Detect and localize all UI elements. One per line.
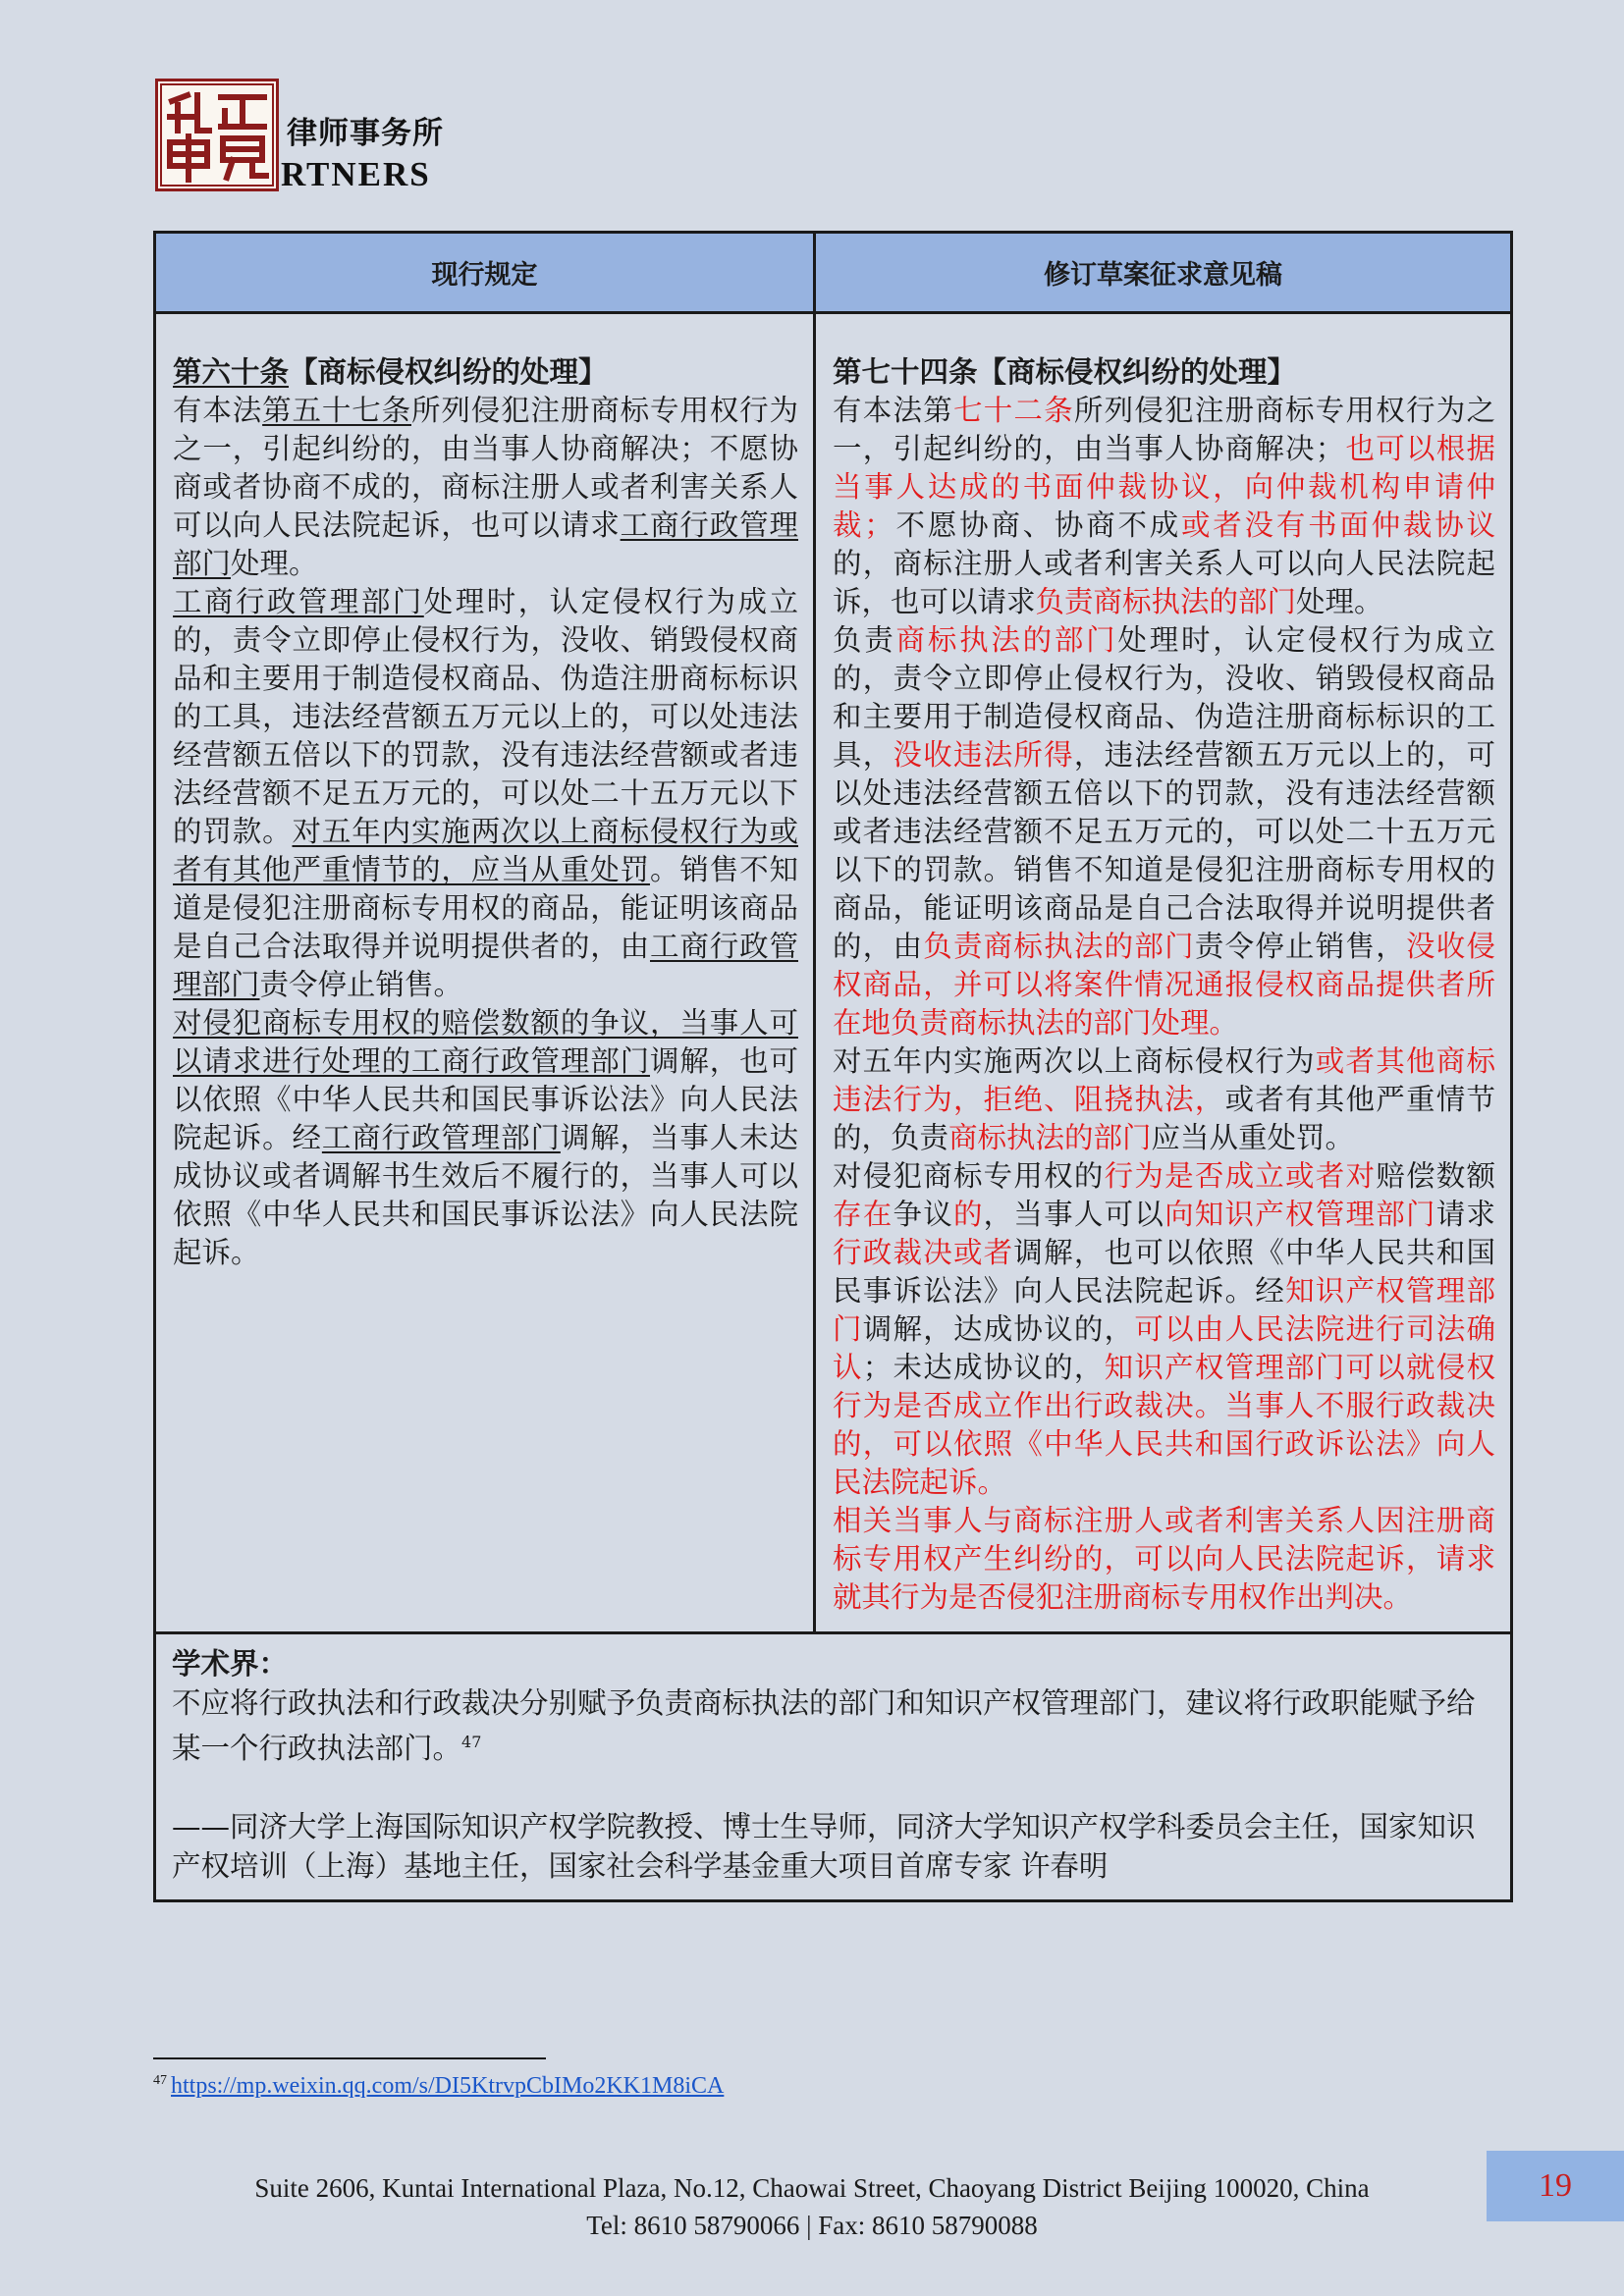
firm-seal-logo xyxy=(155,79,279,191)
firm-name-cn: 律师事务所 xyxy=(287,116,444,151)
text-segment: 调解，达成协议的， xyxy=(862,1312,1135,1346)
current-paragraph-3 xyxy=(173,1004,798,1272)
draft-paragraph-1 xyxy=(833,392,1495,621)
revised-text: 也可以根据当事人达成的书面仲裁协议，向仲裁机构申请仲裁； xyxy=(833,432,1495,542)
text-segment: 的，商标注册人或者利害关系人可以向人民法院起诉，也可以请求 xyxy=(833,547,1495,618)
text-segment: 调解，也可以依照《中华人民共和国民事诉讼法》向人民法院起诉。经 xyxy=(833,1236,1495,1308)
draft-paragraph-3 xyxy=(833,1042,1495,1157)
underlined-text: 对五年内实施两次以上商标侵权行为或者有其他严重情节的，应当从重处罚 xyxy=(173,815,798,886)
current-provision-cell xyxy=(155,313,815,1633)
revised-text: 商标执法的部门 xyxy=(948,1121,1152,1154)
revised-text: 负责商标执法的部门 xyxy=(923,930,1195,963)
revised-text: 行为是否成立或者对 xyxy=(1104,1159,1377,1193)
revised-text: 负责商标执法的部门 xyxy=(1035,585,1297,618)
revised-text: 向知识产权管理部门 xyxy=(1164,1198,1436,1231)
text-segment: 请求 xyxy=(1435,1198,1495,1231)
text-segment: 处理时，认定侵权行为成立的，责令立即停止侵权行为，没收、销毁侵权商品和主要用于制造侵权商品、伪造注册商标标识的工具，违法经营额五万元以上的，可以处违法经营额五倍以下的罚款，没有违法经营额或者违法经营额不足五万元的，可以处二十五万元以下的罚款。 xyxy=(173,585,798,848)
academic-opinion-text: 不应将行政执法和行政裁决分别赋予负责商标执法的部门和知识产权管理部门，建议将行政职能赋予给某一个行政执法部门。 xyxy=(172,1686,1476,1765)
underlined-text: 工商行政管理部门 xyxy=(321,1121,561,1154)
footnote-divider xyxy=(153,2057,546,2059)
text-segment: 争议 xyxy=(893,1198,953,1231)
footer-address: Suite 2606, Kuntai International Plaza, No.12, Chaowai Street, Chaoyang District Beijing 100020, China xyxy=(254,2173,1370,2203)
text-segment: 应当从重处罚。 xyxy=(1151,1121,1355,1154)
academic-title: 学术界： xyxy=(172,1646,289,1681)
revised-text: 行政裁决或者 xyxy=(833,1236,1014,1269)
revised-text: 存在 xyxy=(833,1198,893,1231)
revised-text: 没收侵权商品，并可以将案件情况通报侵权商品提供者所在地负责商标执法的部门处理。 xyxy=(833,930,1495,1040)
footer-contact: Tel: 8610 58790066 | Fax: 8610 58790088 xyxy=(586,2211,1038,2240)
text-segment: ，违法经营额五万元以上的，可以处违法经营额五倍以下的罚款，没有违法经营额或者违法经营额不足五万元的，可以处二十五万元以下的罚款。销售不知道是侵犯注册商标专用权的商品，能证明该商品是自己合法取得并说明提供者的，由 xyxy=(833,738,1495,963)
current-paragraph-1 xyxy=(173,392,798,583)
revised-text: 知识产权管理部门 xyxy=(833,1274,1495,1346)
revised-text: 相关当事人与商标注册人或者利害关系人因注册商标专用权产生纠纷的，可以向人民法院起诉，请求就其行为是否侵犯注册商标专用权作出判决。 xyxy=(833,1504,1495,1614)
revised-text: 的 xyxy=(952,1198,984,1231)
revised-text: 七十二条 xyxy=(952,394,1074,427)
draft-paragraph-2 xyxy=(833,621,1495,1042)
draft-paragraph-5 xyxy=(833,1502,1495,1617)
academic-text xyxy=(172,1683,1494,1768)
text-segment: ，当事人可以 xyxy=(983,1198,1165,1231)
draft-paragraph-4 xyxy=(833,1157,1495,1502)
revised-text: 商标执法的部门 xyxy=(895,623,1118,657)
current-paragraph-2 xyxy=(173,583,798,1004)
revised-text: 知识产权管理部门可以就侵权行为是否成立作出行政裁决。当事人不服行政裁决的，可以依照《中华人民共和国行政诉讼法》向人民法院起诉。 xyxy=(833,1351,1495,1499)
text-segment: 处理。 xyxy=(1296,585,1383,618)
underlined-text: 第五十七条 xyxy=(262,394,411,427)
article-number: 第六十条 xyxy=(173,354,290,389)
comparison-table xyxy=(153,231,1513,1902)
underlined-text: 对侵犯商标专用权的赔偿数额的争议，当事人可以请求进行处理的工商行政管理部门 xyxy=(173,1006,798,1078)
article-title: 【商标侵权纠纷的处理】 xyxy=(289,354,608,389)
footnote-number: 47 xyxy=(153,2073,167,2088)
page-number: 19 xyxy=(1487,2151,1624,2221)
article-heading-draft xyxy=(833,352,1495,392)
footnote-reference[interactable]: 47 xyxy=(461,1733,482,1751)
footnote xyxy=(153,2073,724,2100)
academic-attribution: ——同济大学上海国际知识产权学院教授、博士生导师，同济大学知识产权学科委员会主任，国家知识产权培训（上海）基地主任，国家社会科学基金重大项目首席专家 许春明 xyxy=(172,1809,1476,1883)
article-title: 【商标侵权纠纷的处理】 xyxy=(977,354,1297,389)
underlined-text: 工商行政管理部门 xyxy=(173,585,424,618)
text-segment: 。销售不知道是侵犯注册商标专用权的商品，能证明该商品是自己合法取得并说明提供者的，由 xyxy=(173,853,798,963)
revised-text: 没收违法所得 xyxy=(893,738,1074,772)
revised-text: 或者没有书面仲裁协议 xyxy=(1181,508,1495,542)
underlined-text: 工商行政管理部门 xyxy=(173,508,798,580)
text-segment: 或者有其他严重情节的，负责 xyxy=(833,1083,1495,1154)
text-segment: 责令停止销售。 xyxy=(259,968,463,1001)
text-segment: 不愿协商、协商不成 xyxy=(893,508,1182,542)
article-heading-current xyxy=(173,352,798,392)
text-segment: 处理时，认定侵权行为成立的，责令立即停止侵权行为，没收、销毁侵权商品和主要用于制造侵权商品、伪造注册商标标识的工具， xyxy=(833,623,1495,772)
text-segment: 处理。 xyxy=(231,547,318,580)
column-header-current: 现行规定 xyxy=(155,233,815,313)
footnote-link[interactable]: https://mp.weixin.qq.com/s/DI5KtrvpCbIMo2KK1M8iCA xyxy=(171,2073,725,2099)
academic-opinion-cell xyxy=(155,1633,1512,1901)
text-segment: 负责 xyxy=(833,623,896,657)
text-segment: 责令停止销售， xyxy=(1194,930,1406,963)
underlined-text: 工商行政管理部门 xyxy=(173,930,798,1001)
text-segment: 有本法 xyxy=(173,394,263,427)
text-segment: 赔偿数额 xyxy=(1376,1159,1495,1193)
column-header-draft: 修订草案征求意见稿 xyxy=(815,233,1512,313)
text-segment: 调解，也可以依照《中华人民共和国民事诉讼法》向人民法院起诉。经 xyxy=(173,1044,798,1154)
text-segment: 对五年内实施两次以上商标侵权行为 xyxy=(833,1044,1316,1078)
text-segment: 所列侵犯注册商标专用权行为之一，引起纠纷的，由当事人协商解决； xyxy=(833,394,1495,465)
text-segment: 有本法第 xyxy=(833,394,953,427)
firm-name-en: RTNERS xyxy=(281,155,431,193)
text-segment: ；未达成协议的， xyxy=(862,1351,1105,1384)
text-segment: 调解，当事人未达成协议或者调解书生效后不履行的，当事人可以依照《中华人民共和国民事诉讼法》向人民法院起诉。 xyxy=(173,1121,798,1269)
text-segment: 对侵犯商标专用权的 xyxy=(833,1159,1105,1193)
article-number: 第七十四条 xyxy=(833,354,978,389)
revised-text: 可以由人民法院进行司法确认 xyxy=(833,1312,1495,1384)
revised-text: 或者其他商标违法行为，拒绝、阻挠执法， xyxy=(833,1044,1495,1116)
footer-address-block xyxy=(0,2169,1624,2244)
text-segment: 所列侵犯注册商标专用权行为之一，引起纠纷的，由当事人协商解决；不愿协商或者协商不成的，商标注册人或者利害关系人可以向人民法院起诉，也可以请求 xyxy=(173,394,798,542)
draft-provision-cell xyxy=(815,313,1512,1633)
